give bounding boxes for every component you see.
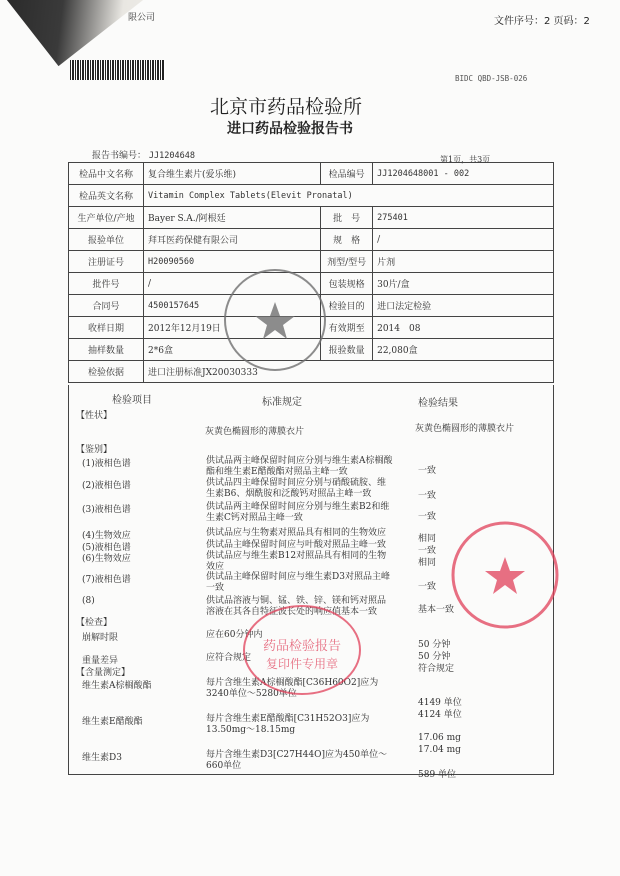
svg-text:复印件专用章: 复印件专用章 <box>265 657 339 671</box>
test-standard: 供试品四主峰保留时间应分别与硝酸硫胺、维生素B6、烟酰胺和泛酸钙对照品主峰一致 <box>206 478 387 499</box>
test-item: (1)液相色谱 <box>82 459 131 469</box>
test-result: 4149 单位 <box>418 698 462 708</box>
test-result: 符合规定 <box>418 664 455 674</box>
test-result-2: 4124 单位 <box>418 710 462 720</box>
spec-label: 规 格 <box>321 229 373 251</box>
reg-label: 注册证号 <box>69 251 144 273</box>
en-name: Vitamin Complex Tablets(Elevit Pronatal) <box>144 185 554 207</box>
received-label: 收样日期 <box>69 317 144 339</box>
applicant-label: 报验单位 <box>69 229 144 251</box>
test-item: 维生素E醋酸酯 <box>82 717 143 727</box>
purpose-label: 检验目的 <box>321 295 373 317</box>
company-fragment: 限公司 <box>128 13 156 23</box>
sample-no: JJ1204648001 - 002 <box>373 163 554 185</box>
test-item: (7)液相色谱 <box>82 575 131 585</box>
test-standard: 供试品两主峰保留时间应分别与维生素B2和维生素C钙对照品主峰一致 <box>206 502 390 523</box>
test-item: 维生素D3 <box>82 753 122 763</box>
test-result-2: 17.04 mg <box>418 745 461 755</box>
reg: H20090560 <box>144 251 321 273</box>
expiry: 2014 08 <box>373 317 554 339</box>
test-item: (3)液相色谱 <box>82 505 131 515</box>
cn-name: 复合维生素片(爱乐维) <box>144 163 321 185</box>
sample-qty: 2*6盒 <box>144 339 321 361</box>
section-assay: 【含量测定】 <box>76 668 131 678</box>
svg-text:药品检验报告: 药品检验报告 <box>262 639 342 654</box>
test-result: 相同 <box>418 534 437 544</box>
test-item: 崩解时限 <box>82 633 119 643</box>
report-no-value: JJ1204648 <box>148 151 195 161</box>
institute-name: 北京市药品检验所 <box>210 96 363 118</box>
basis: 进口注册标准JX20030333 <box>144 361 554 383</box>
test-result: 589 单位 <box>418 770 457 780</box>
folded-corner <box>0 0 240 66</box>
received: 2012年12月19日 <box>144 317 321 339</box>
contract: 4500157645 <box>144 295 321 317</box>
test-result: 基本一致 <box>418 605 455 615</box>
test-item: (4)生物效应 <box>82 531 131 541</box>
cn-name-label: 检品中文名称 <box>69 163 144 185</box>
form-label: 剂型/型号 <box>321 251 373 273</box>
test-result-2: 50 分钟 <box>418 652 451 662</box>
section-identification: 【鉴别】 <box>76 445 113 455</box>
report-no <box>92 148 195 161</box>
test-standard: 应在60分钟内 <box>206 630 263 640</box>
section-appearance: 【性状】 <box>76 411 113 421</box>
test-item: 重量差异 <box>82 656 119 666</box>
contract-label: 合同号 <box>69 295 144 317</box>
maker-label: 生产单位/产地 <box>69 207 144 229</box>
expiry-label: 有效期至 <box>321 317 373 339</box>
test-standard: 应符合规定 <box>206 653 252 663</box>
barcode <box>70 60 165 80</box>
basis-label: 检验依据 <box>69 361 144 383</box>
pack: 30片/盒 <box>373 273 554 295</box>
test-result: 相同 <box>418 558 437 568</box>
col-standard: 标准规定 <box>262 397 302 408</box>
form: 片剂 <box>373 251 554 273</box>
pack-label: 包装规格 <box>321 273 373 295</box>
spec: / <box>373 229 554 251</box>
maker: Bayer S.A./阿根廷 <box>144 207 321 229</box>
test-result: 一致 <box>418 582 437 592</box>
sample-no-label: 检品编号 <box>321 163 373 185</box>
report-no-label: 报告书编号： <box>92 151 147 161</box>
batch-label: 批 号 <box>321 207 373 229</box>
approval: / <box>144 273 321 295</box>
test-result: 一致 <box>418 546 437 556</box>
report-qty: 22,080盒 <box>373 339 554 361</box>
test-result: 17.06 mg <box>418 733 461 743</box>
sample-qty-label: 抽样数量 <box>69 339 144 361</box>
test-item: 维生素A棕榈酸酯 <box>82 681 152 691</box>
batch: 275401 <box>373 207 554 229</box>
test-result: 50 分钟 <box>418 640 451 650</box>
test-item: (2)液相色谱 <box>82 481 131 491</box>
report-qty-label: 报验数量 <box>321 339 373 361</box>
report-title: 进口药品检验报告书 <box>227 121 353 137</box>
test-standard: 供试品主峰保留时间应与维生素D3对照品主峰一致 <box>206 572 390 593</box>
test-standard: 灰黄色椭圆形的薄膜衣片 <box>205 427 305 437</box>
file-info: 文件序号：2 页码：2 <box>494 16 590 27</box>
purpose: 进口法定检验 <box>373 295 554 317</box>
sample-info-table <box>68 162 554 383</box>
test-standard: 供试品溶液与铜、锰、铁、锌、镁和钙对照品溶液在其各自特征波长处的响应值基本一致 <box>206 596 387 617</box>
test-result: 一致 <box>418 466 437 476</box>
en-name-label: 检品英文名称 <box>69 185 144 207</box>
test-standard: 供试品应与维生素B12对照品具有相同的生物效应 <box>206 551 387 572</box>
test-item: (8) <box>82 596 95 606</box>
test-standard: 供试品两主峰保留时间应分别与维生素A棕榈酸酯和维生素E醋酸酯对照品主峰一致 <box>206 456 393 477</box>
test-result: 灰黄色椭圆形的薄膜衣片 <box>415 424 515 434</box>
col-item: 检验项目 <box>112 395 152 406</box>
test-standard: 每片含维生素E醋酸酯[C31H52O3]应为13.50mg～18.15mg <box>206 714 370 735</box>
applicant: 拜耳医药保健有限公司 <box>144 229 321 251</box>
test-result: 一致 <box>418 491 437 501</box>
page-info: 第1页，共3页 <box>440 155 491 164</box>
test-standard: 供试品主峰保留时间应与叶酸对照品主峰一致 <box>206 540 387 550</box>
col-result: 检验结果 <box>418 398 458 409</box>
test-item: (6)生物效应 <box>82 554 131 564</box>
doc-code: BIDC QBD-JSB-026 <box>455 74 528 83</box>
test-standard: 每片含维生素D3[C27H44O]应为450单位～660单位 <box>206 750 388 771</box>
test-standard: 每片含维生素A棕榈酸酯[C36H60O2]应为3240单位～5280单位 <box>206 678 379 699</box>
test-item: (5)液相色谱 <box>82 543 131 553</box>
approval-label: 批件号 <box>69 273 144 295</box>
section-inspection: 【检查】 <box>76 618 113 628</box>
test-result: 一致 <box>418 512 437 522</box>
test-standard: 供试品应与生物素对照品具有相同的生物效应 <box>206 528 387 538</box>
